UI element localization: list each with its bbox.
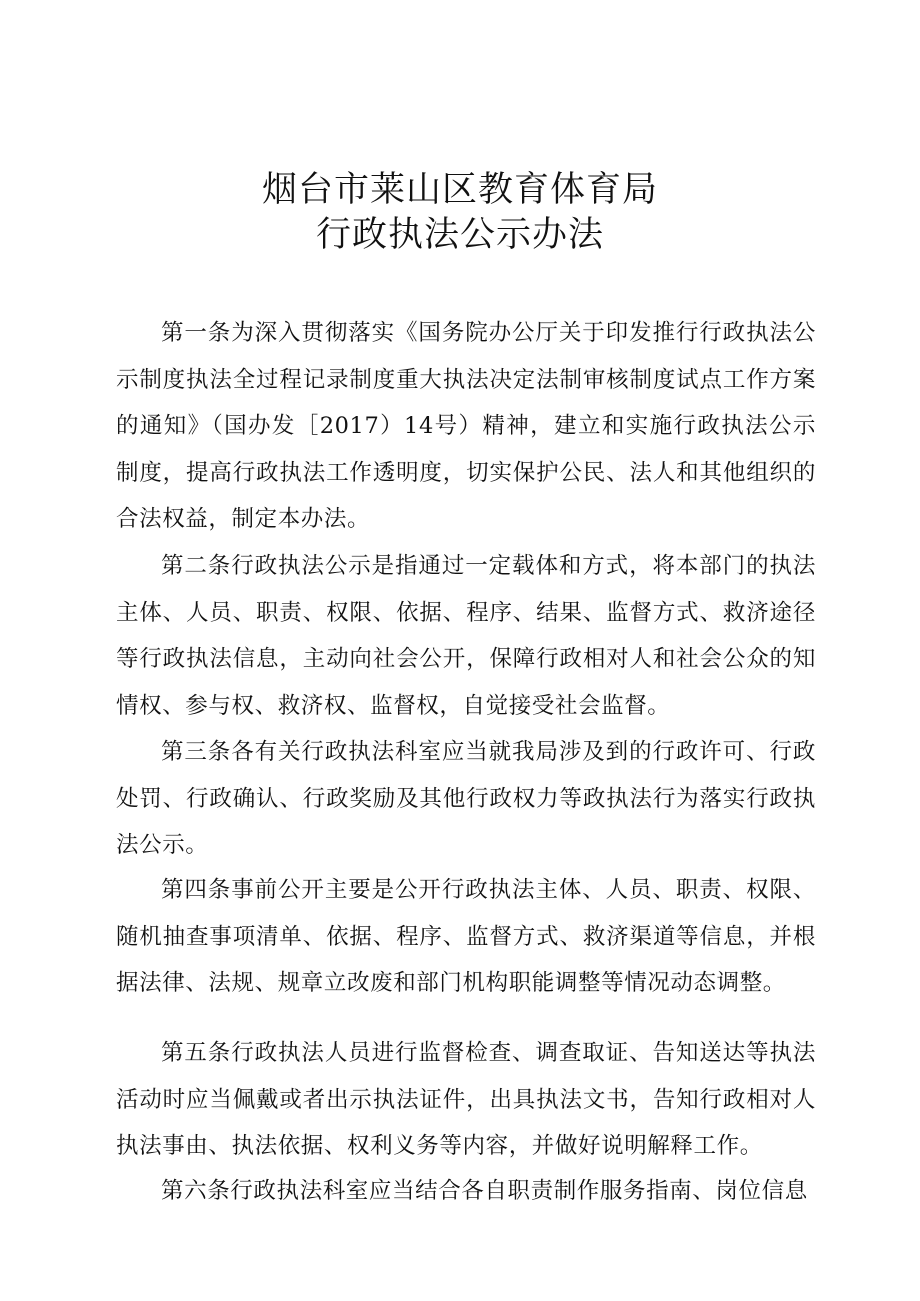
article-3-paragraph: 第三条各有关行政执法科室应当就我局涉及到的行政许可、行政处罚、行政确认、行政奖励及其他行政权力等政执法行为落实行政执法公示。 (116, 739, 816, 858)
document-title-line1: 烟台市莱山区教育体育局 (261, 170, 658, 210)
article-5-paragraph: 第五条行政执法人员进行监督检查、调查取证、告知送达等执法活动时应当佩戴或者出示执法证件，出具执法文书，告知行政相对人执法事由、执法依据、权利义务等内容，并做好说明解释工作。 (116, 1040, 816, 1159)
document-title-line2: 行政执法公示办法 (315, 215, 604, 255)
article-4-paragraph: 第四条事前公开主要是公开行政执法主体、人员、职责、权限、随机抽查事项清单、依据、程序、监督方式、救济渠道等信息，并根据法律、法规、规章立改废和部门机构职能调整等情况动态调整。 (116, 877, 816, 996)
article-6-paragraph: 第六条行政执法科室应当结合各自职责制作服务指南、岗位信息 (161, 1178, 808, 1204)
article-1-paragraph: 第一条为深入贯彻落实《国务院办公厅关于印发推行行政执法公示制度执法全过程记录制度重大执法决定法制审核制度试点工作方案的通知》（国办发［2017）14号）精神，建立和实施行政执法公示制度，提高行政执法工作透明度，切实保护公民、法人和其他组织的合法权益，制定本办法。 (116, 320, 816, 532)
article-2-paragraph: 第二条行政执法公示是指通过一定载体和方式，将本部门的执法主体、人员、职责、权限、依据、程序、结果、监督方式、救济途径等行政执法信息，主动向社会公开，保障行政相对人和社会公众的知情权、参与权、救济权、监督权，自觉接受社会监督。 (116, 553, 816, 719)
